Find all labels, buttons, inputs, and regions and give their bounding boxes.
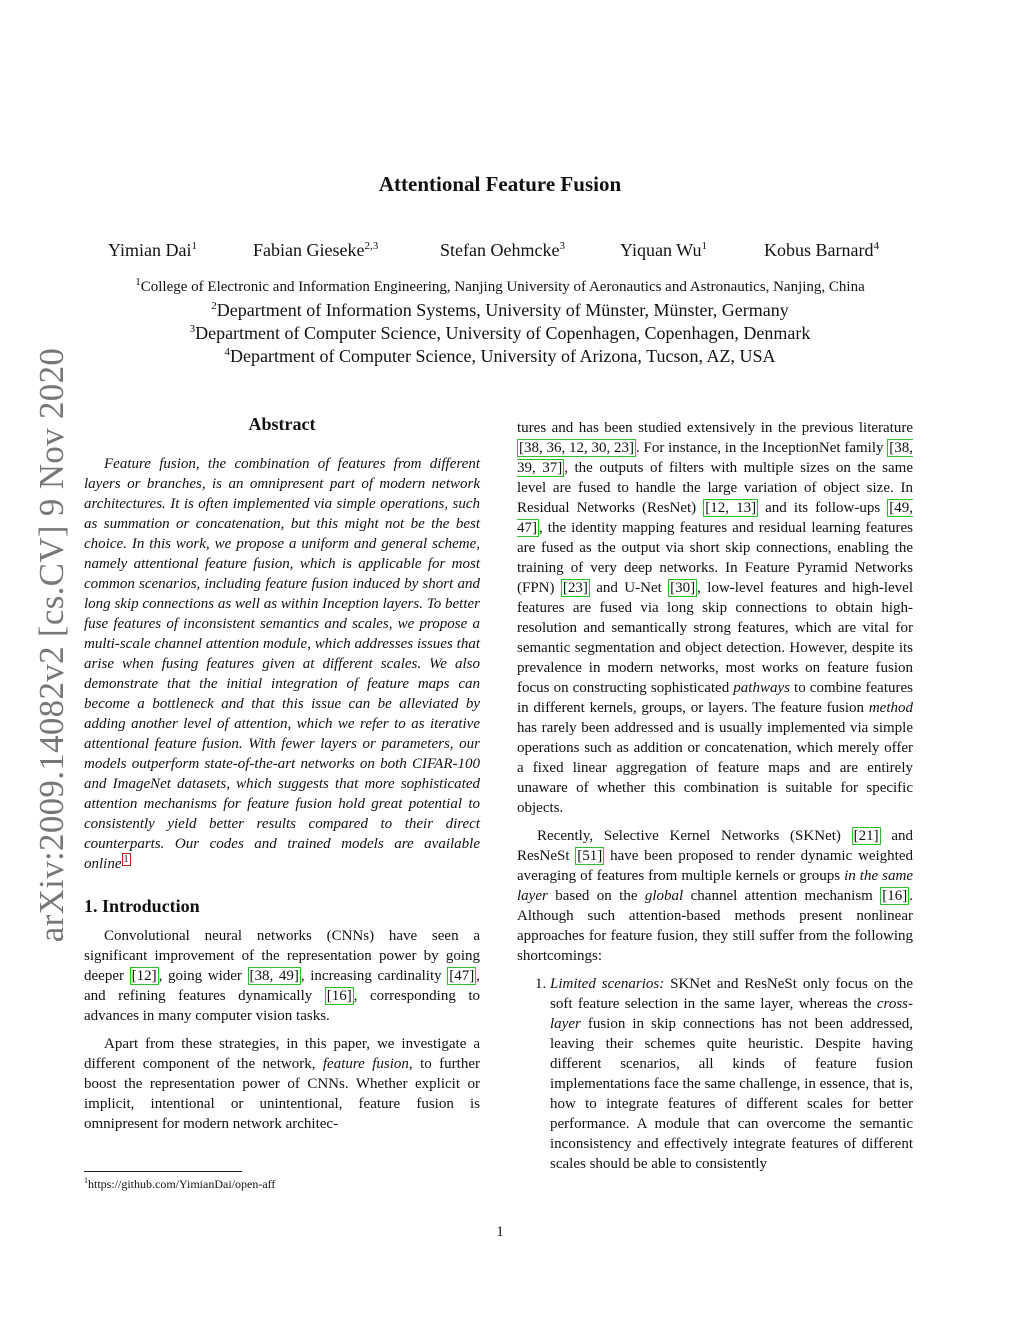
citation-link[interactable]: [38, 49] xyxy=(249,968,299,984)
citation-link[interactable]: [38, 39, 37] xyxy=(517,440,913,476)
intro-paragraph-2: Apart from these strategies, in this paper, we investigate a different component of the network, feature fusion, to further boost the representation power of CNNs. Whether explicit or implicit, intentional or unintentional, feature fusion is omnipresent for modern network architec- xyxy=(84,1036,480,1132)
citation-link[interactable]: [16] xyxy=(882,888,908,904)
intro-paragraph-1: Convolutional neural networks (CNNs) have seen a significant improvement of the representation power by going deeper [12] , going wider [38, 49] , increasing cardinality [47] , and refining features dynamically [16] , corresponding to advances in many computer vision tasks. xyxy=(84,928,480,1024)
footnote: $^1$https://github.com/YimianDai/open-aff xyxy=(84,1176,276,1191)
left-column xyxy=(84,412,480,1142)
citation-link[interactable]: [30] xyxy=(670,580,696,596)
citation-link[interactable]: [21] xyxy=(853,828,879,844)
affiliation-4: $^4$Department of Computer Science, University of Arizona, Tucson, AZ, USA xyxy=(224,346,776,366)
author-5: Kobus Barnard$^4$ xyxy=(764,240,879,260)
citation-link[interactable]: [51] xyxy=(577,848,603,864)
affiliation-2: $^2$Department of Information Systems, University of Münster, Münster, Germany xyxy=(211,300,789,320)
affiliation-3: $^3$Department of Computer Science, University of Copenhagen, Copenhagen, Denmark xyxy=(189,323,811,343)
citation-link[interactable]: [12] xyxy=(131,968,157,984)
footnote-url[interactable]: https://github.com/YimianDai/open-aff xyxy=(88,1177,276,1191)
section-heading-introduction: 1. Introduction xyxy=(84,896,200,916)
citation-link[interactable]: [38, 36, 12, 30, 23] xyxy=(519,440,635,456)
author-2: Fabian Gieseke$^{2,3}$ xyxy=(253,240,379,260)
abstract-text: Feature fusion, the combination of features from different layers or branches, is an omnipresent part of modern network architectures. It is often implemented via simple operations, such as summation or concatenation, but this might not be the best choice. In this work, we propose a uniform and general scheme, namely attentional feature fusion, which is applicable for most common scenarios, including feature fusion induced by short and long skip connections as well as within Inception layers. To better fuse features of inconsistent semantics and scales, we propose a multi-scale channel attention module, which addresses issues that arise when fusing features given at different scales. We also demonstrate that the initial integration of feature maps can become a bottleneck and that this issue can be alleviated by adding another level of attention, which we refer to as iterative attentional feature fusion. With fewer layers or parameters, our models outperform state-of-the-art networks on both CIFAR-100 and ImageNet datasets, which suggests that more sophisticated attention mechanisms for feature fusion hold great potential to consistently yield better results compared to their direct counterparts. Our codes and trained models are available online $^1$ xyxy=(84,456,480,872)
affiliation-1: $^1$College of Electronic and Information Engineering, Nanjing University of Aeronautics and Astronautics, Nanjing, China xyxy=(135,276,865,295)
page-number: 1 xyxy=(496,1224,504,1240)
citation-link[interactable]: [16] xyxy=(326,988,352,1004)
arxiv-stamp-text: arXiv:2009.14082v2 [cs.CV] 9 Nov 2020 xyxy=(32,347,71,943)
author-3: Stefan Oehmcke$^3$ xyxy=(440,240,565,260)
right-column xyxy=(517,418,913,1174)
shortcomings-list xyxy=(517,974,913,1174)
abstract-heading: Abstract xyxy=(248,414,316,434)
citation-link[interactable]: [23] xyxy=(562,580,588,596)
footnote-divider xyxy=(84,1171,242,1172)
intro-paragraph-4: Recently, Selective Kernel Networks (SKNet) [21] and ResNeSt [51] have been proposed to render dynamic weighted averaging of features from multiple kernels or groups in the same layer based on the global channel attention mechanism [16] . Although such attention-based methods present nonlinear approaches for feature fusion, they still suffer from the following shortcomings: xyxy=(517,828,914,964)
citation-link[interactable]: [47] xyxy=(449,968,475,984)
paper-title: Attentional Feature Fusion xyxy=(378,172,622,196)
list-item: 1. Limited scenarios: SKNet and ResNeSt only focus on the soft feature selection in the same layer, whereas the cross-layer fusion in skip connections has not been addressed, leaving their schemes quite heuristic. Despite having different scenarios, all kinds of feature fusion implementations face the same challenge, in essence, that is, how to integrate features of different scales for better performance. A module that can overcome the semantic inconsistency and effectively integrate features of different scales should be able to consistently xyxy=(550,974,913,1174)
intro-paragraph-3: tures and has been studied extensively in the previous literature [38, 36, 12, 30, 23] . For instance, in the InceptionNet family [38, 39, 37] , the outputs of filters with multiple sizes on the same level are fused to handle the large variation of object size. In Residual Networks (ResNet) [12, 13] and its follow-ups [49, 47] , the identity mapping features and residual learning features are fused as the output via short skip connections, enabling the training of very deep networks. In Feature Pyramid Networks (FPN) [23] and U-Net [30] , low-level features and high-level features are fused via long skip connections to obtain high-resolution and semantically strong features, which are vital for semantic segmentation and object detection. However, despite its prevalence in modern networks, most works on feature fusion focus on constructing sophisticated pathways to combine features in different kernels, groups, or layers. The feature fusion method has rarely been addressed and is usually implemented via simple operations such as addition or concatenation, which merely offer a fixed linear aggregation of feature maps and are entirely unaware of whether this combination is suitable for specific objects. xyxy=(517,420,913,816)
author-4: Yiquan Wu$^1$ xyxy=(620,240,707,260)
arxiv-stamp xyxy=(22,347,82,943)
citation-link[interactable]: [12, 13] xyxy=(705,500,757,516)
footnote-link[interactable]: 1 xyxy=(123,854,129,865)
citation-link[interactable]: [49, 47] xyxy=(517,500,913,536)
author-1: Yimian Dai$^1$ xyxy=(108,240,197,260)
